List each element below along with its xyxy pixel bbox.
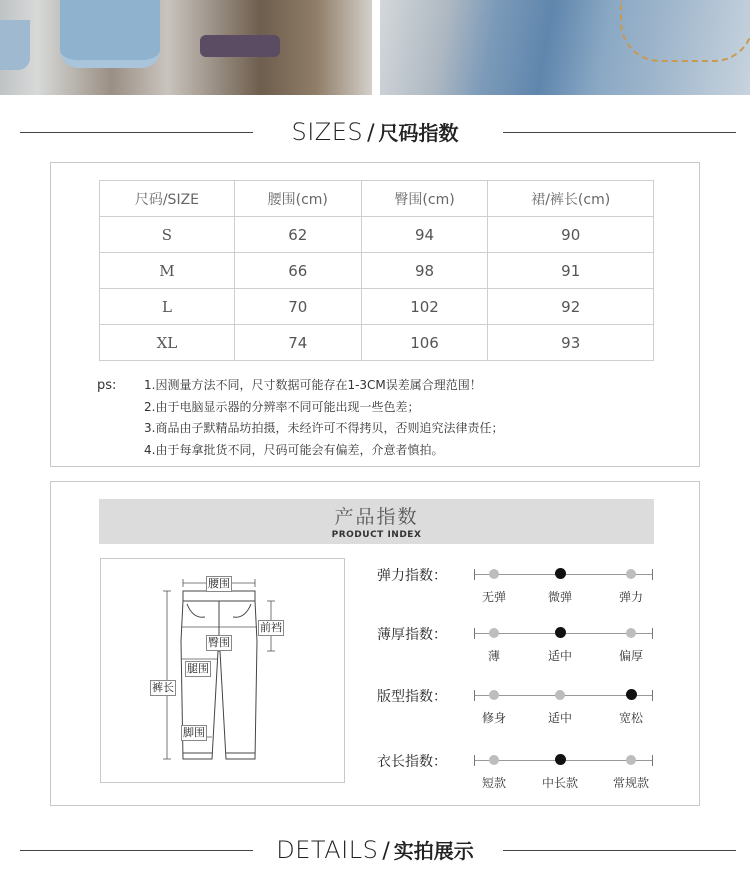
label-length: 裤长 [152,681,174,694]
metric-option-label: 常规款 [612,776,650,790]
product-photos [0,0,750,95]
metric-dot-selected [626,689,637,700]
table-cell: 66 [234,253,361,289]
metric-option-label: 宽松 [618,711,644,725]
metric-track-cap [652,690,653,701]
metric-track-cap [652,628,653,639]
metric-track-cap [652,755,653,766]
table-row [100,289,654,325]
metric-option-label: 适中 [547,711,573,725]
details-heading-cn: 实拍展示 [393,839,474,863]
sizes-heading: SIZES / 尺码指数 [0,113,750,153]
metric-dot [489,569,499,579]
table-row [100,217,654,253]
metric-label: 衣长指数： [377,754,447,770]
metric-dot [626,569,636,579]
notes-ps-label: ps: [97,378,117,393]
header-size: 尺码/SIZE [100,181,235,217]
metric-dot [626,628,636,638]
pants-outline-icon [101,559,346,784]
metric-track-cap [474,628,475,639]
label-waist: 腰围 [208,577,230,590]
table-cell: 91 [488,253,654,289]
metric-option-label: 弹力 [618,590,644,604]
metric-option-label: 中长款 [541,776,579,790]
metric-option-label: 偏厚 [618,649,644,663]
label-thigh: 腿围 [187,662,209,675]
metric-track-cap [474,755,475,766]
metric-dot [489,755,499,765]
metric-label: 版型指数： [377,689,447,705]
metric-dot [489,690,499,700]
table-cell: 70 [234,289,361,325]
table-cell: 62 [234,217,361,253]
metric-option-label: 薄 [487,649,501,663]
metric-track-cap [474,569,475,580]
sizes-heading-en: SIZES [291,118,364,146]
product-photo-left [0,0,372,95]
table-cell: 94 [361,217,488,253]
metric-dot-selected [555,568,566,579]
table-cell: L [100,289,235,325]
table-header-row [100,181,654,217]
sizes-heading-cn: 尺码指数 [378,121,459,145]
table-cell: XL [100,325,235,361]
details-heading: DETAILS / 实拍展示 [0,831,750,871]
table-row [100,325,654,361]
metric-option-label: 短款 [481,776,507,790]
label-hip: 臀围 [208,636,230,649]
metric-fit [377,686,667,736]
table-cell: S [100,217,235,253]
size-chart-panel [50,162,700,467]
pants-measurement-diagram [100,558,345,783]
header-length: 裙/裤长(cm) [488,181,654,217]
header-waist: 腰围(cm) [234,181,361,217]
label-rise: 前裆 [260,621,282,634]
label-hem: 脚围 [183,726,205,739]
metric-option-label: 微弹 [547,590,573,604]
size-table [99,180,654,361]
metric-dot [489,628,499,638]
metric-dot [555,690,565,700]
note-item: 2.由于电脑显示器的分辨率不同可能出现一些色差； [144,399,420,414]
metric-label: 薄厚指数： [377,627,447,643]
product-index-subtitle: PRODUCT INDEX [331,530,422,540]
table-cell: M [100,253,235,289]
product-index-panel [50,481,700,806]
metric-option-label: 无弹 [481,590,507,604]
product-index-title: 产品指数 [334,506,419,528]
details-heading-en: DETAILS [276,836,379,864]
note-item: 4.由于每拿批货不同，尺码可能会有偏差，介意者慎拍。 [144,442,444,457]
metric-dot [626,755,636,765]
metric-option-label: 修身 [481,711,507,725]
metric-dot-selected [555,627,566,638]
metric-track-cap [474,690,475,701]
metric-dot-selected [555,754,566,765]
table-cell: 74 [234,325,361,361]
metric-thickness [377,624,667,674]
table-cell: 93 [488,325,654,361]
product-photo-right [380,0,750,95]
table-cell: 90 [488,217,654,253]
size-notes [97,375,503,461]
metric-option-label: 适中 [547,649,573,663]
metric-length [377,751,667,801]
table-cell: 106 [361,325,488,361]
metric-elasticity [377,565,667,615]
table-cell: 98 [361,253,488,289]
metric-label: 弹力指数： [377,568,447,584]
table-cell: 102 [361,289,488,325]
note-item: 3.商品由子默精品坊拍摄，未经许可不得拷贝，否则追究法律责任； [144,421,504,435]
product-index-banner [99,499,654,544]
header-hip: 臀围(cm) [361,181,488,217]
note-item: 1.因测量方法不同，尺寸数据可能存在1-3CM误差属合理范围！ [144,378,482,392]
metric-track-cap [652,569,653,580]
table-row [100,253,654,289]
table-cell: 92 [488,289,654,325]
